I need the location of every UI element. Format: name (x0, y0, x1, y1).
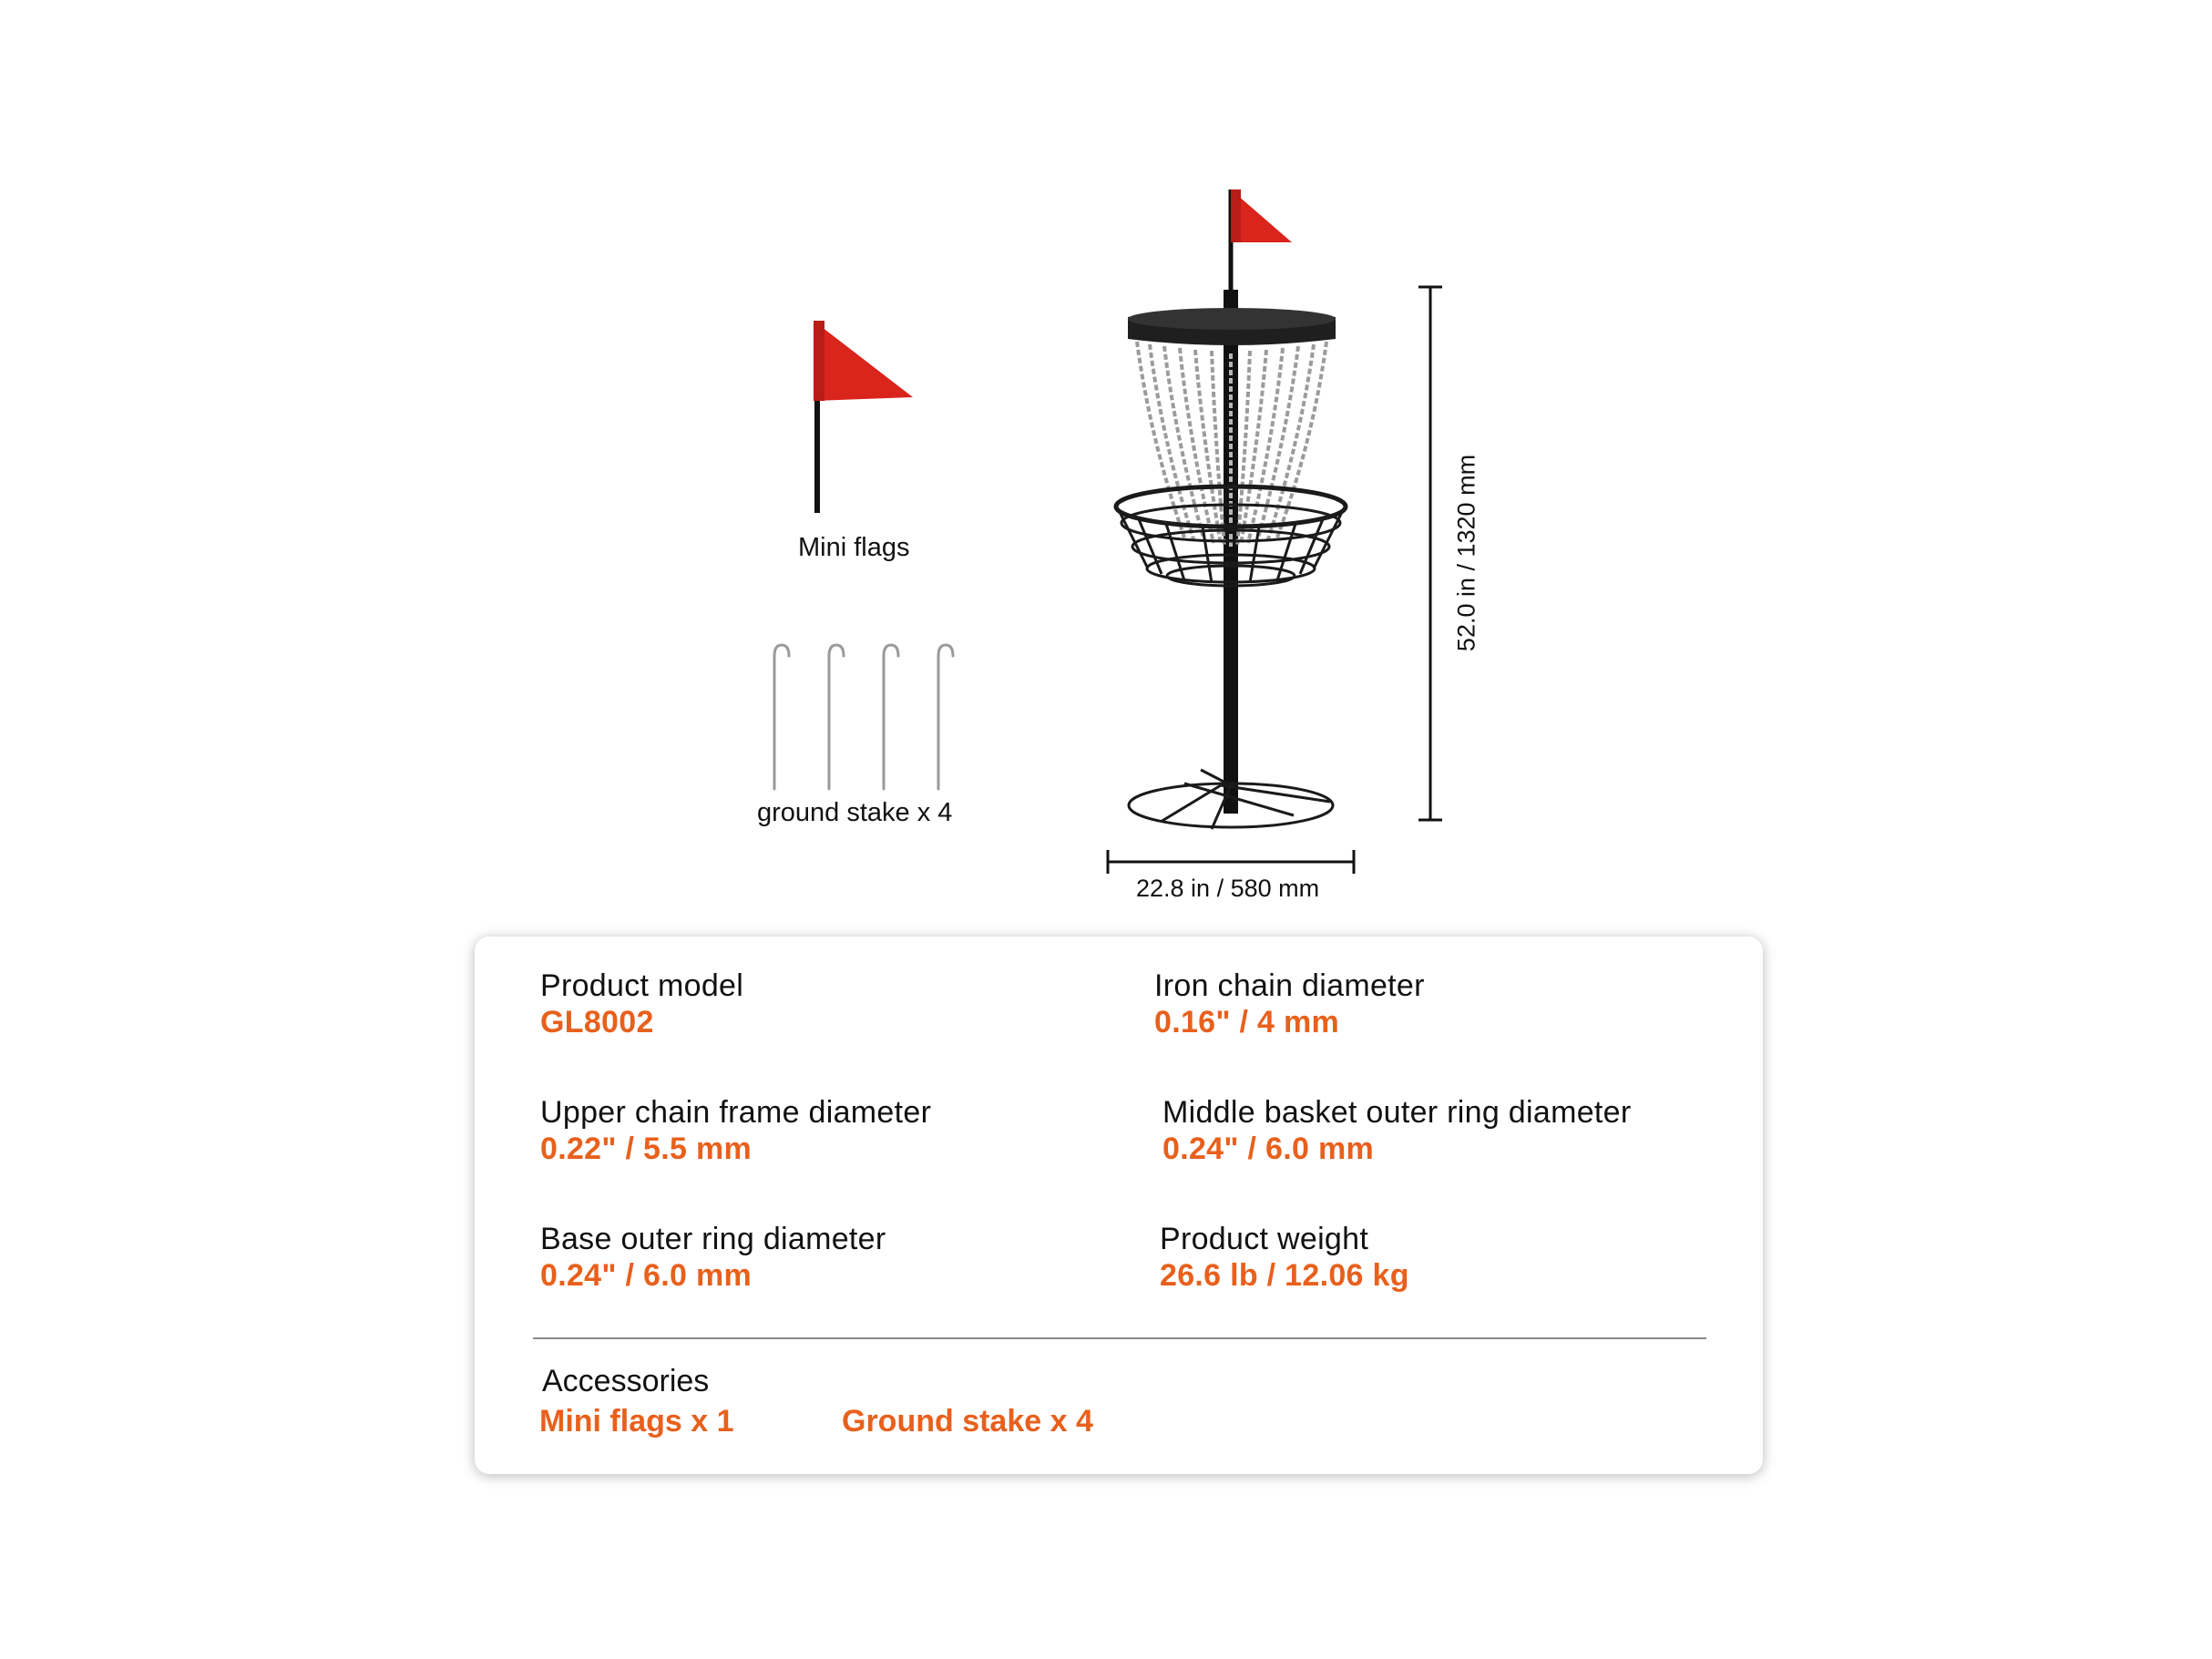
mini-flag-fold (814, 321, 824, 401)
chain-frame-top (1128, 309, 1336, 345)
spec-iron-chain-diameter (1154, 968, 1425, 1040)
spec-base-outer-ring-diameter (540, 1221, 886, 1294)
spec-middle-basket-outer-ring-diameter (1162, 1094, 1632, 1167)
spec-product-weight (1160, 1221, 1409, 1294)
spec-value: 0.24" / 6.0 mm (1162, 1132, 1375, 1166)
spec-upper-chain-frame-diameter (540, 1094, 931, 1167)
basket-flag (1231, 189, 1292, 242)
width-dimension-label: 22.8 in / 580 mm (1136, 875, 1320, 902)
accessory-mini-flags: Mini flags x 1 (539, 1404, 734, 1439)
basket-flag-fold (1231, 189, 1241, 242)
middle-basket (1116, 486, 1346, 586)
spec-value: 0.24" / 6.0 mm (540, 1258, 753, 1293)
spec-value: 0.22" / 5.5 mm (540, 1132, 753, 1166)
accessory-ground-stake: Ground stake x 4 (842, 1404, 1093, 1439)
spec-card (475, 937, 1763, 1474)
spec-label: Upper chain frame diameter (540, 1095, 932, 1130)
ground-stake (938, 645, 953, 789)
spec-label: Iron chain diameter (1154, 968, 1425, 1003)
ground-stake-caption: ground stake x 4 (757, 798, 953, 827)
spec-label: Middle basket outer ring diameter (1162, 1095, 1632, 1130)
spec-value: 26.6 lb / 12.06 kg (1160, 1258, 1409, 1293)
center-pole (1224, 290, 1238, 814)
ground-stake (774, 645, 789, 789)
height-dimension-label: 52.0 in / 1320 mm (1452, 454, 1480, 652)
spec-label: Base outer ring diameter (540, 1222, 886, 1256)
accessories-title: Accessories (542, 1364, 710, 1398)
ground-stake (884, 645, 898, 789)
mini-flags-caption: Mini flags (798, 533, 910, 562)
spec-value: GL8002 (540, 1005, 654, 1039)
base-ring (1129, 770, 1333, 829)
chains (1137, 342, 1326, 547)
spec-label: Product weight (1160, 1222, 1369, 1256)
ground-stake (829, 645, 844, 789)
mini-flag-cloth (814, 321, 913, 401)
divider (533, 1337, 1706, 1339)
spec-value: 0.16" / 4 mm (1154, 1005, 1340, 1039)
spec-label: Product model (540, 968, 744, 1003)
spec-product-model (540, 968, 743, 1040)
